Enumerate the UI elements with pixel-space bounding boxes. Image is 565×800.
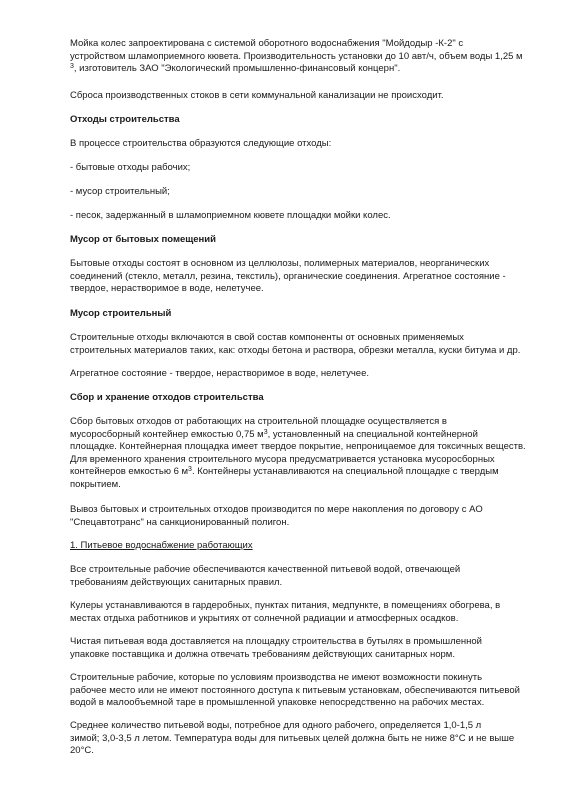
heading-collection-storage: Сбор и хранение отходов строительства bbox=[70, 392, 264, 403]
text-line: водой в малообъемной таре в промышленной упаковке непосредственно на рабочих местах. bbox=[70, 697, 485, 708]
text-line: соединений (стекло, металл, резина, текстиль), органические соединения. Агрегатное состояние - bbox=[70, 270, 506, 282]
text-line: 20°С. bbox=[70, 745, 94, 756]
paragraph-delivery bbox=[70, 636, 530, 661]
text-line: местах отдыха работников и укрытиях от солнечной радиации и атмосферных осадков. bbox=[70, 612, 459, 624]
text-line: упаковке поставщика и должна отвечать требованиям действующих санитарных норм. bbox=[70, 648, 455, 660]
text-line: площадке. Контейнерная площадка имеет твердое покрытие, непроницаемое для токсичных веществ. bbox=[70, 441, 526, 452]
text-line: зимой; 3,0-3,5 л летом. Температура воды для питьевых целей должна быть не ниже 8°С и не выше bbox=[70, 732, 515, 744]
text-line: Сбор бытовых отходов от работающих на строительной площадке осуществляется в bbox=[70, 416, 447, 427]
text-line: устройством шламоприемного кювета. Производительность установки до 10 авт/ч, объем воды 1,25 м bbox=[70, 50, 523, 62]
paragraph-household-composition bbox=[70, 258, 530, 296]
text-line: Бытовые отходы состоят в основном из целлюлозы, полимерных материалов, неорганических bbox=[70, 258, 490, 269]
paragraph-removal bbox=[70, 504, 530, 529]
text-line: Для временного хранения строительного мусора предусматривается установка мусоросборных bbox=[70, 453, 495, 465]
text-line: контейнеров емкостью 6 $м^3$. Контейнеры устанавливаются на специальной площадке с твердым bbox=[70, 466, 499, 477]
paragraph-coolers bbox=[70, 600, 530, 625]
text-line: покрытием. bbox=[70, 478, 121, 490]
text-line: Строительные отходы включаются в свой состав компоненты от основных применяемых bbox=[70, 332, 464, 343]
paragraph-workplace-supply bbox=[70, 672, 530, 710]
text-line: Мойка колес запроектирована с системой оборотного водоснабжения "Мойдодыр -К-2" с bbox=[70, 38, 464, 49]
list-item-household-waste: - бытовые отходы рабочих; bbox=[70, 162, 191, 173]
list-item-construction-debris: - мусор строительный; bbox=[70, 186, 170, 197]
text-line: Среднее количество питьевой воды, потребное для одного рабочего, определяется 1,0-1,5 л bbox=[70, 720, 482, 731]
text-line: Строительные рабочие, которые по условиям производства не имеют возможности покинуть bbox=[70, 672, 483, 683]
paragraph-collection bbox=[70, 416, 530, 491]
paragraph-no-discharge: Сброса производственных стоков в сети коммунальной канализации не происходит. bbox=[70, 90, 444, 101]
paragraph-aggregate-state: Агрегатное состояние - твердое, нерастворимое в воде, нелетучее. bbox=[70, 368, 370, 379]
text-line: "Спецавтотранс" на санкционированный полигон. bbox=[70, 516, 290, 528]
text-line: твердое, нерастворимое в воде, нелетучее. bbox=[70, 283, 264, 294]
heading-construction-waste: Отходы строительства bbox=[70, 114, 180, 125]
text-line: требованиям действующих санитарных правил. bbox=[70, 576, 283, 588]
text-line: Чистая питьевая вода доставляется на площадку строительства в бутылях в промышленной bbox=[70, 636, 482, 647]
text-line: рабочее место или не имеют постоянного доступа к питьевым установкам, обеспечиваются питьевой bbox=[70, 684, 520, 696]
text-line: Вывоз бытовых и строительных отходов производится по мере накопления по договору с АО bbox=[70, 504, 483, 515]
paragraph-water-quality bbox=[70, 564, 530, 589]
list-item-sand: - песок, задержанный в шламоприемном кювете площадки мойки колес. bbox=[70, 210, 391, 221]
heading-household-debris: Мусор от бытовых помещений bbox=[70, 234, 216, 245]
text-line: $^3$, изготовитель ЗАО "Экологический промышленно-финансовый концерн". bbox=[70, 63, 401, 74]
text-line: мусоросборный контейнер емкостью 0,75 $м^3$, установленный на специальной контейнерной bbox=[70, 428, 478, 440]
paragraph-car-wash bbox=[70, 38, 530, 76]
heading-drinking-water: 1. Питьевое водоснабжение работающих bbox=[70, 540, 253, 551]
paragraph-construction-composition bbox=[70, 332, 530, 357]
text-line: Кулеры устанавливаются в гардеробных, пунктах питания, медпункте, в помещениях обогрева, в bbox=[70, 600, 501, 611]
heading-construction-debris: Мусор строительный bbox=[70, 308, 172, 319]
text-line: строительных материалов таких, как: отходы бетона и раствора, обрезки металла, куски битума и др. bbox=[70, 344, 521, 356]
text-line: Все строительные рабочие обеспечиваются качественной питьевой водой, отвечающей bbox=[70, 564, 461, 575]
paragraph-water-quantity bbox=[70, 720, 530, 758]
paragraph-waste-intro: В процессе строительства образуются следующие отходы: bbox=[70, 138, 332, 149]
